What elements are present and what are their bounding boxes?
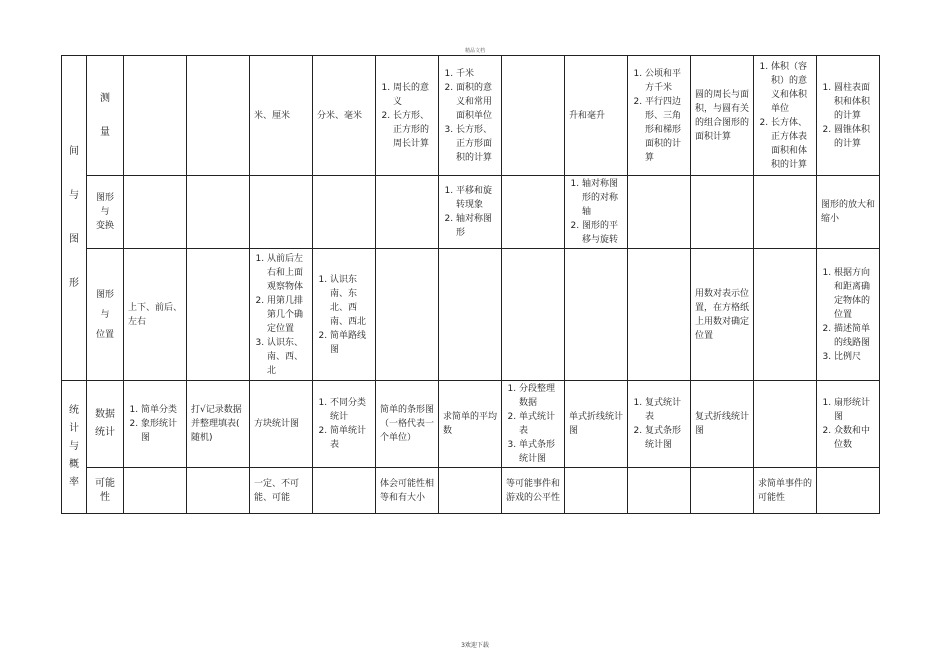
cell-transform-12: 图形的放大和缩小 [817,176,880,249]
cell-data-8: 单式折线统计图 [565,381,628,468]
cell-transform-1 [124,176,187,249]
cell-data-10: 复式折线统计图 [691,381,754,468]
cell-data-11 [754,381,817,468]
cell-position-7 [502,249,565,381]
cell-data-9: 1. 复式统计表 2. 复式条形统计图 [628,381,691,468]
category-transform: 图形 与 变换 [87,176,124,249]
cell-prob-5: 体会可能性相等和有大小 [376,468,439,514]
cell-transform-5 [376,176,439,249]
cell-data-1: 1. 简单分类 2. 象形统计图 [124,381,187,468]
cell-measure-7 [502,56,565,176]
cell-transform-7 [502,176,565,249]
cell-prob-3: 一定、不可能、可能 [250,468,313,514]
cell-transform-3 [250,176,313,249]
cell-measure-5: 1. 周长的意义 2. 长方形、正方形的周长计算 [376,56,439,176]
category-data: 数据 统计 [87,381,124,468]
cell-data-7: 1. 分段整理数据 2. 单式统计表 3. 单式条形统计图 [502,381,565,468]
cell-position-11 [754,249,817,381]
table-row-measure [62,56,880,176]
cell-measure-11: 1. 体积（容积）的意义和体积单位 2. 长方体、正方体表面积和体积的计算 [754,56,817,176]
curriculum-table [61,55,880,514]
cell-position-2 [187,249,250,381]
cell-transform-10 [691,176,754,249]
category-probability: 可能 性 [87,468,124,514]
cell-measure-12: 1. 圆柱表面积和体积的计算 2. 圆锥体积的计算 [817,56,880,176]
cell-position-3: 1. 从前后左右和上面观察物体 2. 用第几排第几个确定位置 3. 认识东、南、西、北 [250,249,313,381]
table-row-position [62,249,880,381]
cell-transform-4 [313,176,376,249]
cell-data-3: 方块统计图 [250,381,313,468]
cell-position-5 [376,249,439,381]
section-stats: 统 计 与 概 率 [62,381,87,514]
cell-data-6: 求简单的平均数 [439,381,502,468]
cell-prob-7: 等可能事件和游戏的公平性 [502,468,565,514]
cell-measure-1 [124,56,187,176]
cell-position-4: 1. 认识东南、东北、西南、西北 2. 简单路线图 [313,249,376,381]
category-measure: 测 量 [87,56,124,176]
table-row-transform [62,176,880,249]
cell-prob-10 [691,468,754,514]
cell-prob-1 [124,468,187,514]
cell-position-6 [439,249,502,381]
cell-prob-12 [817,468,880,514]
cell-prob-11: 求简单事件的可能性 [754,468,817,514]
cell-transform-9 [628,176,691,249]
cell-measure-2 [187,56,250,176]
cell-data-4: 1. 不同分类统计 2. 简单统计表 [313,381,376,468]
cell-measure-4: 分米、毫米 [313,56,376,176]
cell-position-12: 1. 根据方向和距离确定物体的位置 2. 描述简单的线路图 3. 比例尺 [817,249,880,381]
cell-measure-6: 1. 千米 2. 面积的意义和常用面积单位 3. 长方形、正方形面积的计算 [439,56,502,176]
cell-transform-6: 1. 平移和旋转现象 2. 轴对称图形 [439,176,502,249]
cell-prob-9 [628,468,691,514]
cell-measure-8: 升和毫升 [565,56,628,176]
cell-position-9 [628,249,691,381]
cell-data-12: 1. 扇形统计图 2. 众数和中位数 [817,381,880,468]
cell-prob-8 [565,468,628,514]
cell-transform-8: 1. 轴对称图形的对称轴 2. 图形的平移与旋转 [565,176,628,249]
category-position: 图形 与 位置 [87,249,124,381]
page-footer: 3欢迎下载 [461,642,489,649]
cell-measure-9: 1. 公顷和平方千米 2. 平行四边形、三角形和梯形面积的计算 [628,56,691,176]
table-row-probability [62,468,880,514]
table-row-data [62,381,880,468]
cell-prob-2 [187,468,250,514]
cell-transform-11 [754,176,817,249]
cell-data-2: 打√记录数据并整理填表( 随机) [187,381,250,468]
cell-position-10: 用数对表示位置，在方格纸上用数对确定位置 [691,249,754,381]
cell-position-1: 上下、前后、左右 [124,249,187,381]
cell-transform-2 [187,176,250,249]
section-space-shape: 间 与 图 形 [62,56,87,381]
cell-measure-3: 米、厘米 [250,56,313,176]
cell-prob-4 [313,468,376,514]
cell-data-5: 简单的条形图（一格代表一个单位） [376,381,439,468]
cell-measure-10: 圆的周长与面积，与圆有关的组合图形的面积计算 [691,56,754,176]
page-header: 精品文档 [464,48,485,54]
cell-position-8 [565,249,628,381]
cell-prob-6 [439,468,502,514]
